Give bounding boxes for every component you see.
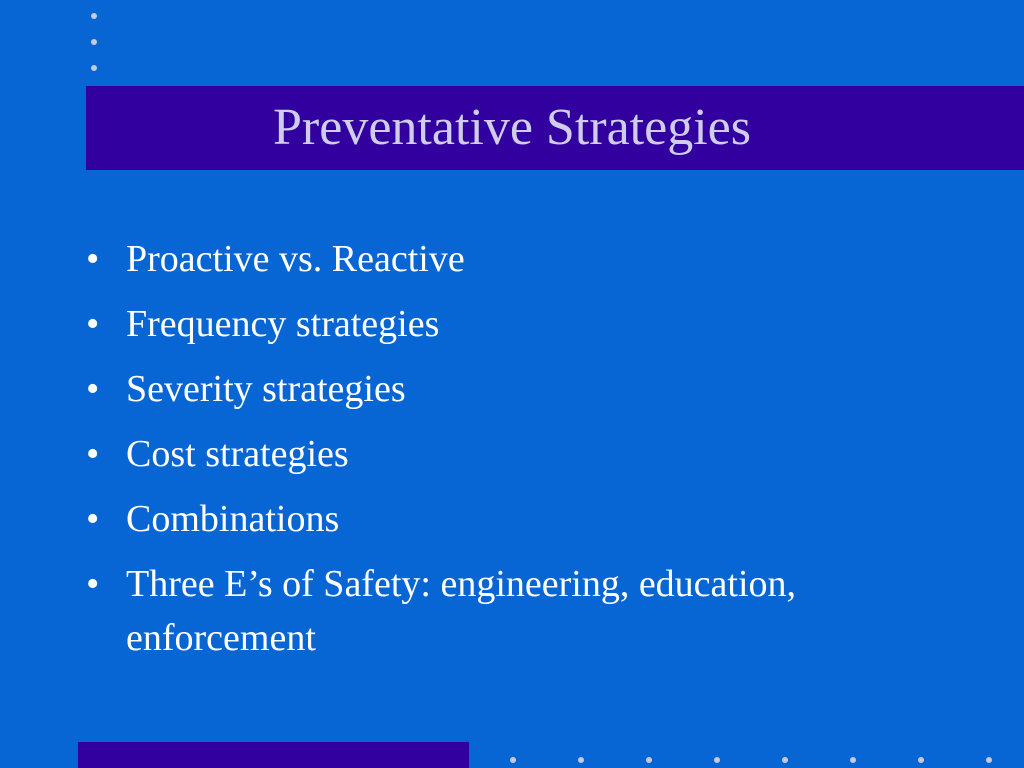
bullet-text: Cost strategies xyxy=(126,433,349,475)
dot-icon xyxy=(646,757,652,763)
dot-icon xyxy=(91,13,97,19)
bullet-item xyxy=(86,232,986,286)
dot-icon xyxy=(986,757,992,763)
dot-icon xyxy=(918,757,924,763)
bullet-text: Three E’s of Safety: engineering, education, enforcement xyxy=(126,563,797,659)
bullet-text: Severity strategies xyxy=(126,368,406,410)
bullet-item xyxy=(86,362,986,416)
dot-icon xyxy=(510,757,516,763)
bullet-item xyxy=(86,492,986,546)
bottom-accent-bar xyxy=(78,742,469,768)
bullet-icon: • xyxy=(86,498,100,540)
bullet-icon: • xyxy=(86,238,100,280)
bullet-item xyxy=(86,297,986,351)
bullet-icon: • xyxy=(86,563,100,605)
bullet-text: Combinations xyxy=(126,498,340,540)
bullet-icon: • xyxy=(86,303,100,345)
bullet-list xyxy=(86,232,986,676)
dot-icon xyxy=(578,757,584,763)
dot-icon xyxy=(91,65,97,71)
title-bar xyxy=(86,86,1024,170)
bullet-item xyxy=(86,557,986,665)
dot-icon xyxy=(91,39,97,45)
bullet-text: Frequency strategies xyxy=(126,303,440,345)
dot-icon xyxy=(850,757,856,763)
dot-icon xyxy=(782,757,788,763)
bullet-text: Proactive vs. Reactive xyxy=(126,238,465,280)
bullet-item xyxy=(86,427,986,481)
bullet-icon: • xyxy=(86,368,100,410)
dot-icon xyxy=(714,757,720,763)
bullet-icon: • xyxy=(86,433,100,475)
slide-title: Preventative Strategies xyxy=(273,99,751,156)
